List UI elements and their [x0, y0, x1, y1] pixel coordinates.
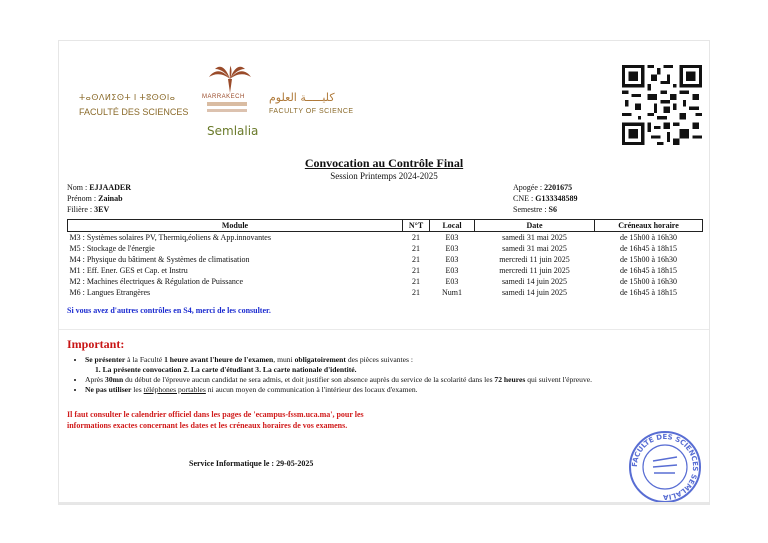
cell-date: mercredi 11 juin 2025 — [499, 266, 570, 275]
svg-text:FACULTÉ DES SCIENCES SEMLALIA — [631, 433, 699, 501]
cell-date: samedi 31 mai 2025 — [502, 244, 567, 253]
cell-date: samedi 31 mai 2025 — [502, 233, 567, 242]
cell-nt: 21 — [412, 266, 420, 275]
cell-creneau: de 15h00 à 16h30 — [619, 255, 678, 264]
faculty-stamp-icon — [627, 429, 703, 505]
student-filiere: Filière : 3EV — [67, 205, 110, 214]
university-name-line-2 — [207, 109, 247, 112]
cell-local: Num1 — [442, 288, 462, 297]
header-local: Local — [430, 220, 475, 232]
student-codes — [513, 182, 577, 215]
student-identity — [67, 182, 131, 215]
cell-local: E03 — [445, 233, 459, 242]
stamp-text: FACULTÉ DES SCIENCES SEMLALIA — [630, 432, 700, 502]
cell-local: E03 — [445, 277, 459, 286]
faculty-name-fr: FACULTÉ DES SCIENCES — [79, 107, 189, 117]
cell-nt: 21 — [412, 255, 420, 264]
rule-item: • Après 30mn du début de l'épreuve aucun candidat ne sera admis, et doit justifier son absence auprès du service de la scolarité dans les 72 heures qui suivent l'épreuve. — [85, 375, 715, 385]
cell-creneau: de 16h45 à 18h15 — [619, 288, 678, 297]
session-subtitle: Session Printemps 2024-2025 — [330, 171, 438, 181]
important-rules-list — [67, 355, 715, 395]
table-row — [68, 232, 703, 244]
cell-module: M2 : Machines électriques & Régulation de Puissance — [69, 277, 244, 286]
document-title: Convocation au Contrôle Final — [304, 156, 464, 170]
faculty-logo — [79, 63, 359, 143]
cell-creneau: de 15h00 à 16h30 — [619, 277, 678, 286]
section-divider — [59, 329, 709, 330]
cell-date: mercredi 11 juin 2025 — [499, 255, 570, 264]
other-exams-note: Si vous avez d'autres contrôles en S4, merci de les consulter. — [67, 306, 271, 315]
faculty-name-tifinagh: ⵜⴰⵙⴷⵍⵉⵙⵜ ⵏ ⵜⵓⵙⵙⵏⴰ — [79, 93, 176, 102]
cell-local: E03 — [445, 244, 459, 253]
semlalia-label: Semlalia — [207, 124, 259, 138]
table-row — [68, 276, 703, 287]
cell-nt: 21 — [412, 288, 420, 297]
header-creneaux: Créneaux horaire — [595, 220, 703, 232]
service-date: Service Informatique le : 29-05-2025 — [189, 459, 314, 468]
palm-logo-icon — [207, 65, 253, 95]
rule-item: • Se présenter à la Faculté 1 heure avant l'heure de l'examen, muni obligatoirement des pièces suivantes : 1. La présente convocation 2. La carte d'étudiant 3. La carte nationale d'identité. — [85, 355, 715, 375]
table-header-row — [68, 220, 703, 232]
table-row — [68, 265, 703, 276]
cell-module: M3 : Systèmes solaires PV, Thermiq,éoliens & App.innovantes — [69, 233, 271, 242]
cell-nt: 21 — [412, 277, 420, 286]
cell-local: E03 — [445, 266, 459, 275]
student-semestre: Semestre : S6 — [513, 205, 557, 214]
rule-item: • Ne pas utiliser les téléphones portables ni aucun moyen de communication à l'intérieur des locaux d'examen. — [85, 385, 715, 395]
cell-module: M6 : Langues Etrangères — [69, 288, 151, 297]
student-nom: Nom : EJJAADER — [67, 183, 132, 192]
table-row — [68, 254, 703, 265]
student-apogee: Apogée : 2201675 — [513, 183, 573, 192]
university-name-line — [207, 102, 247, 106]
cell-nt: 21 — [412, 244, 420, 253]
cell-date: samedi 14 juin 2025 — [501, 288, 568, 297]
cell-creneau: de 16h45 à 18h15 — [619, 266, 678, 275]
header-date: Date — [475, 220, 595, 232]
cell-module: M1 : Eff. Ener. GES et Cap. et Instru — [69, 266, 188, 275]
table-row — [68, 243, 703, 254]
table-row — [68, 287, 703, 298]
convocation-sheet — [58, 40, 710, 505]
important-heading: Important: — [67, 337, 125, 351]
calendar-note: Il faut consulter le calendrier officiel dans les pages de 'ecampus-fssm.uca.ma', pour les informations exactes concernant les dates et les créneaux horaires de vos examens. — [67, 410, 364, 430]
faculty-name-en: FACULTY OF SCIENCE — [269, 108, 354, 115]
cell-nt: 21 — [412, 233, 420, 242]
cell-module: M5 : Stockage de l'énergie — [69, 244, 155, 253]
cell-date: samedi 14 juin 2025 — [501, 277, 568, 286]
qr-code-icon — [622, 65, 702, 145]
required-documents: 1. La présente convocation 2. La carte d'étudiant 3. La carte nationale d'identité. — [95, 365, 357, 374]
cell-module: M4 : Physique du bâtiment & Systèmes de climatisation — [69, 255, 250, 264]
cell-local: E03 — [445, 255, 459, 264]
student-prenom: Prénom : Zainab — [67, 194, 123, 203]
student-cne: CNE : G133348589 — [513, 194, 578, 203]
faculty-name-ar: كليـــــة العلوم — [269, 91, 335, 104]
header-nt: N°T — [403, 220, 430, 232]
marrakech-label: MARRAKECH — [202, 94, 245, 100]
header-module: Module — [68, 220, 403, 232]
exam-schedule-table — [67, 219, 703, 298]
bottom-border — [59, 502, 709, 504]
cell-creneau: de 16h45 à 18h15 — [619, 244, 678, 253]
cell-creneau: de 15h00 à 16h30 — [619, 233, 678, 242]
